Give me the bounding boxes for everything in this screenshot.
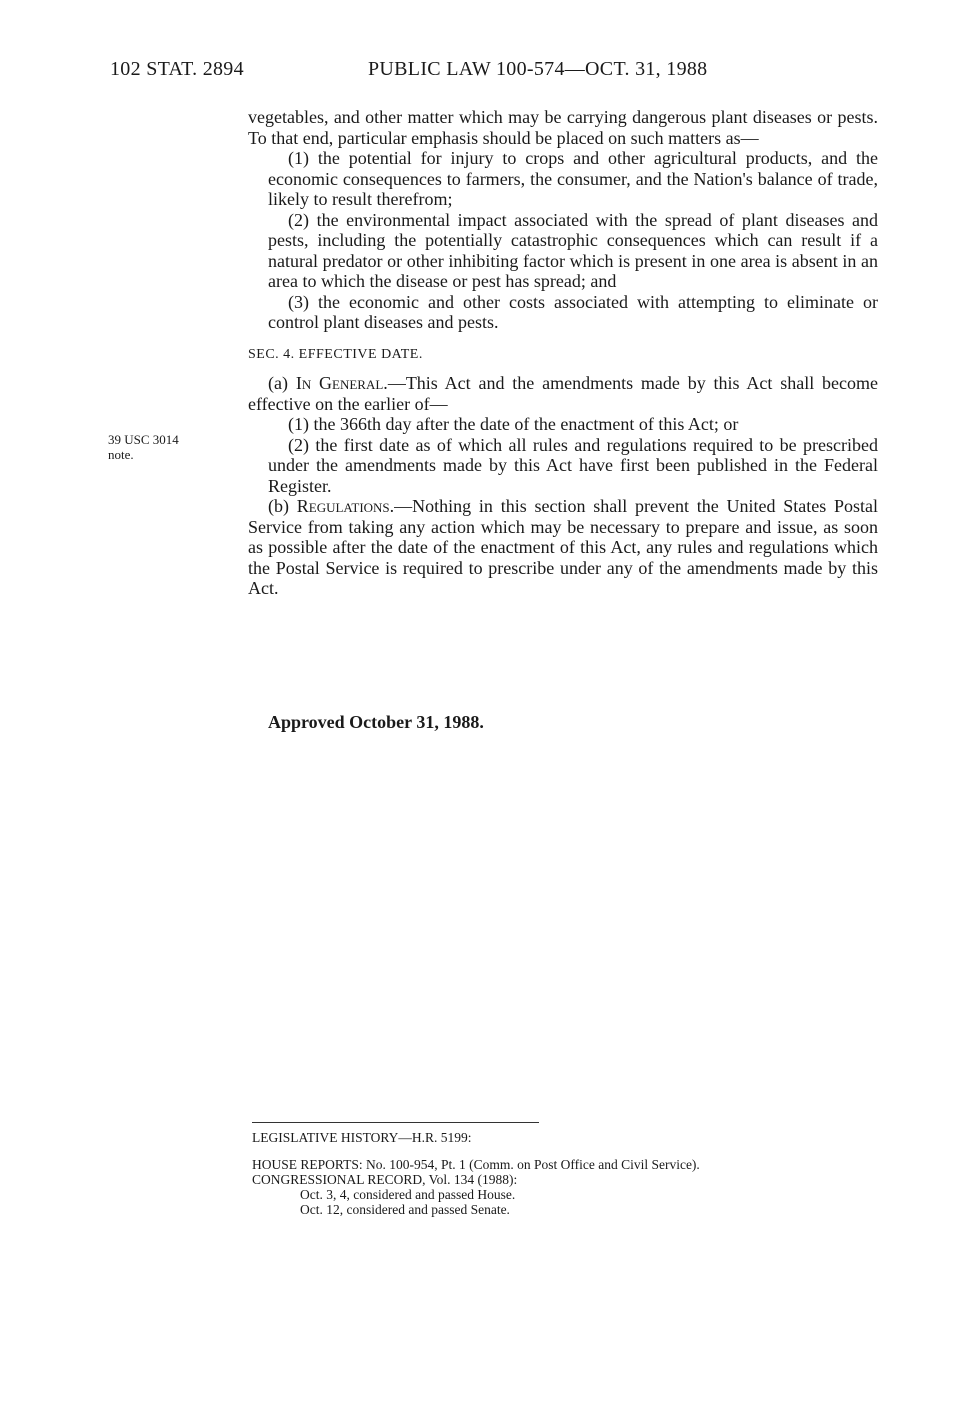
- effective-item-number: (2): [288, 434, 309, 455]
- subsection-a-heading: In General.: [295, 373, 388, 393]
- record-entry: Oct. 3, 4, considered and passed House.: [300, 1187, 516, 1202]
- legislative-history: [252, 1130, 872, 1217]
- matter-item-1: [248, 148, 878, 210]
- matter-number: (3): [288, 291, 309, 312]
- running-header: [0, 58, 957, 88]
- body-text: [248, 107, 878, 599]
- record-entry: Oct. 12, considered and passed Senate.: [300, 1202, 510, 1217]
- legislative-history-title: LEGISLATIVE HISTORY—H.R. 5199:: [252, 1130, 472, 1145]
- public-law-title: PUBLIC LAW 100-574—OCT. 31, 1988: [368, 58, 708, 80]
- subsection-b-heading: Regulations.: [296, 496, 395, 516]
- subsection-b-label: (b): [268, 496, 289, 516]
- margin-note: [108, 432, 218, 462]
- subsection-b-text: —Nothing in this section shall prevent the United States Postal Service from taking any action which may be necessary to prepare and issue, as soon as possible after the date of the enactment of this Act, any rules and regulations which the Postal Service is required to prescribe under any of the amendments made by this Act.: [248, 496, 878, 598]
- congressional-record: CONGRESSIONAL RECORD, Vol. 134 (1988):: [252, 1172, 518, 1187]
- matter-number: (1): [288, 148, 309, 168]
- section-heading: SEC. 4. EFFECTIVE DATE.: [248, 346, 423, 362]
- effective-item-2: [248, 435, 878, 497]
- effective-item-number: (1): [288, 414, 309, 434]
- house-reports: HOUSE REPORTS: No. 100-954, Pt. 1 (Comm. on Post Office and Civil Service).: [252, 1157, 700, 1172]
- matter-item-2: [248, 210, 878, 292]
- stat-citation: 102 STAT. 2894: [110, 58, 244, 80]
- matter-text: the potential for injury to crops and other agricultural products, and the economic consequences to farmers, the consumer, and the Nation's balance of trade, likely to result therefrom;: [268, 148, 878, 209]
- subsection-a: [248, 373, 878, 414]
- footnote-divider: [252, 1122, 539, 1123]
- margin-note-label: note.: [108, 447, 134, 462]
- effective-item-text: the first date as of which all rules and regulations required to be prescribed under the amendments made by this Act have first been published in the Federal Register.: [268, 434, 879, 496]
- subsection-a-label: (a): [268, 373, 288, 393]
- matter-number: (2): [288, 209, 309, 230]
- subsection-a-text: —This Act and the amendments made by this Act shall become effective on the earlier of—: [248, 373, 879, 414]
- matter-text: the economic and other costs associated with attempting to eliminate or control plant diseases and pests.: [268, 291, 878, 332]
- effective-item-text: the 366th day after the date of the enactment of this Act; or: [313, 414, 739, 434]
- margin-note-citation: 39 USC 3014: [108, 432, 179, 447]
- matter-item-3: [248, 292, 878, 333]
- effective-item-1: [248, 414, 878, 435]
- matter-text: the environmental impact associated with the spread of plant diseases and pests, including the potentially catastrophic consequences which can result if a natural predator or other inhibiting factor which is present in one area is absent in an area to which the disease or pest has spread; and: [268, 209, 878, 291]
- subsection-b: [248, 496, 878, 599]
- approval-line: Approved October 31, 1988.: [268, 712, 484, 732]
- continuation-paragraph: vegetables, and other matter which may be carrying dangerous plant diseases or pests. To that end, particular emphasis should be placed on such matters as—: [248, 107, 878, 148]
